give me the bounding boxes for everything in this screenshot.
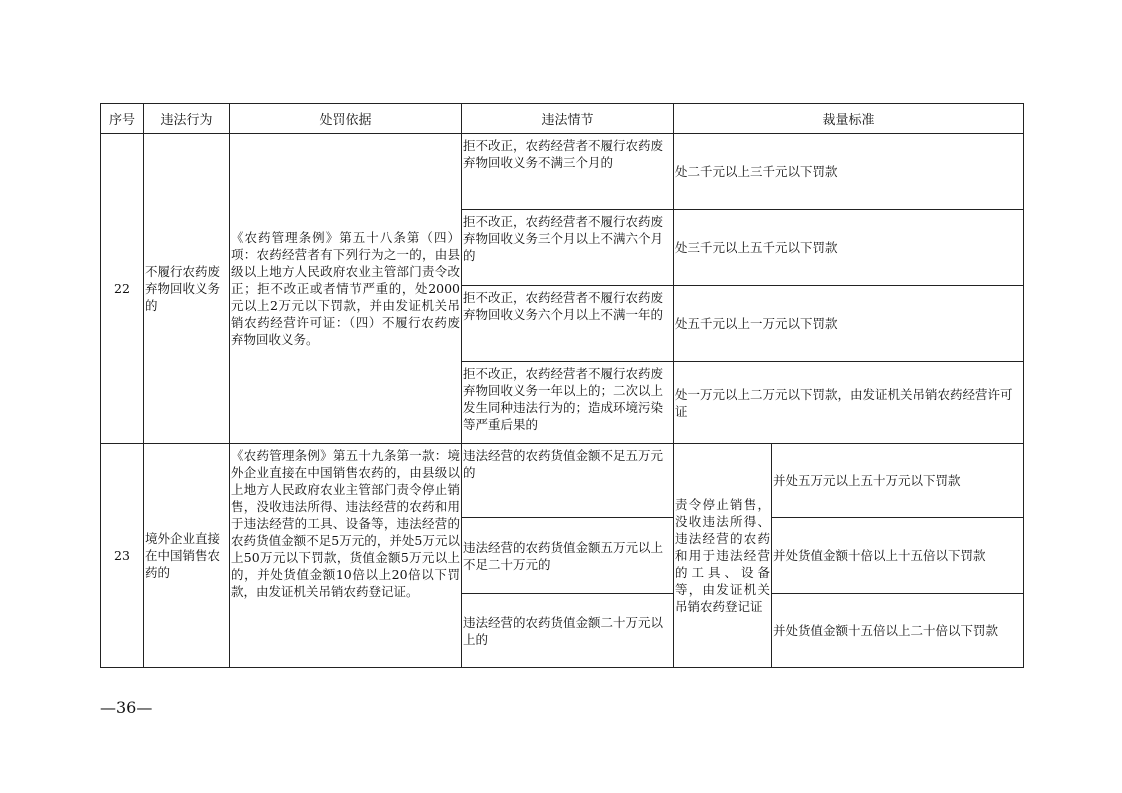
row23-common-standard: 责令停止销售，没收违法所得、违法经营的农药和用于违法经营的工具、设备等，由发证机关吊销农药登记证 <box>674 444 772 668</box>
table-row <box>101 134 1024 210</box>
row23-number: 23 <box>101 444 144 668</box>
row23-standard-2: 并处货值金额十倍以上十五倍以下罚款 <box>772 518 1024 594</box>
row22-number: 22 <box>101 134 144 444</box>
row23-standard-1: 并处五万元以上五十万元以下罚款 <box>772 444 1024 518</box>
row23-basis: 《农药管理条例》第五十九条第一款：境外企业直接在中国销售农药的，由县级以上地方人民政府农业主管部门责令停止销售，没收违法所得、违法经营的农药和用于违法经营的工具、设备等，违法经营的农药货值金额不足5万元的，并处5万元以上50万元以下罚款，货值金额5万元以上的，并处货值金额10倍以上20倍以下罚款，由发证机关吊销农药登记证。 <box>230 444 462 668</box>
table-row <box>101 444 1024 518</box>
row22-behavior: 不履行农药废弃物回收义务的 <box>144 134 230 444</box>
header-circumstance: 违法情节 <box>462 104 674 134</box>
row22-basis: 《农药管理条例》第五十八条第（四）项：农药经营者有下列行为之一的，由县级以上地方人民政府农业主管部门责令改正；拒不改正或者情节严重的，处2000元以上2万元以下罚款，并由发证机关吊销农药经营许可证：（四）不履行农药废弃物回收义务。 <box>230 134 462 444</box>
row22-standard-4: 处一万元以上二万元以下罚款，由发证机关吊销农药经营许可证 <box>674 362 1024 444</box>
row23-circumstance-1: 违法经营的农药货值金额不足五万元的 <box>462 444 674 518</box>
page-number: —36— <box>100 698 153 717</box>
row23-circumstance-2: 违法经营的农药货值金额五万元以上不足二十万元的 <box>462 518 674 594</box>
row22-circumstance-2: 拒不改正，农药经营者不履行农药废弃物回收义务三个月以上不满六个月的 <box>462 210 674 286</box>
table-header-row <box>101 104 1024 134</box>
row23-circumstance-3: 违法经营的农药货值金额二十万元以上的 <box>462 594 674 668</box>
header-behavior: 违法行为 <box>144 104 230 134</box>
row23-standard-3: 并处货值金额十五倍以上二十倍以下罚款 <box>772 594 1024 668</box>
row22-standard-3: 处五千元以上一万元以下罚款 <box>674 286 1024 362</box>
row22-circumstance-3: 拒不改正，农药经营者不履行农药废弃物回收义务六个月以上不满一年的 <box>462 286 674 362</box>
row22-standard-1: 处二千元以上三千元以下罚款 <box>674 134 1024 210</box>
penalty-discretion-table <box>100 103 1024 668</box>
row22-circumstance-1: 拒不改正，农药经营者不履行农药废弃物回收义务不满三个月的 <box>462 134 674 210</box>
header-basis: 处罚依据 <box>230 104 462 134</box>
row22-circumstance-4: 拒不改正，农药经营者不履行农药废弃物回收义务一年以上的；二次以上发生同种违法行为的；造成环境污染等严重后果的 <box>462 362 674 444</box>
header-standard: 裁量标准 <box>674 104 1024 134</box>
row22-standard-2: 处三千元以上五千元以下罚款 <box>674 210 1024 286</box>
row23-behavior: 境外企业直接在中国销售农药的 <box>144 444 230 668</box>
header-no: 序号 <box>101 104 144 134</box>
